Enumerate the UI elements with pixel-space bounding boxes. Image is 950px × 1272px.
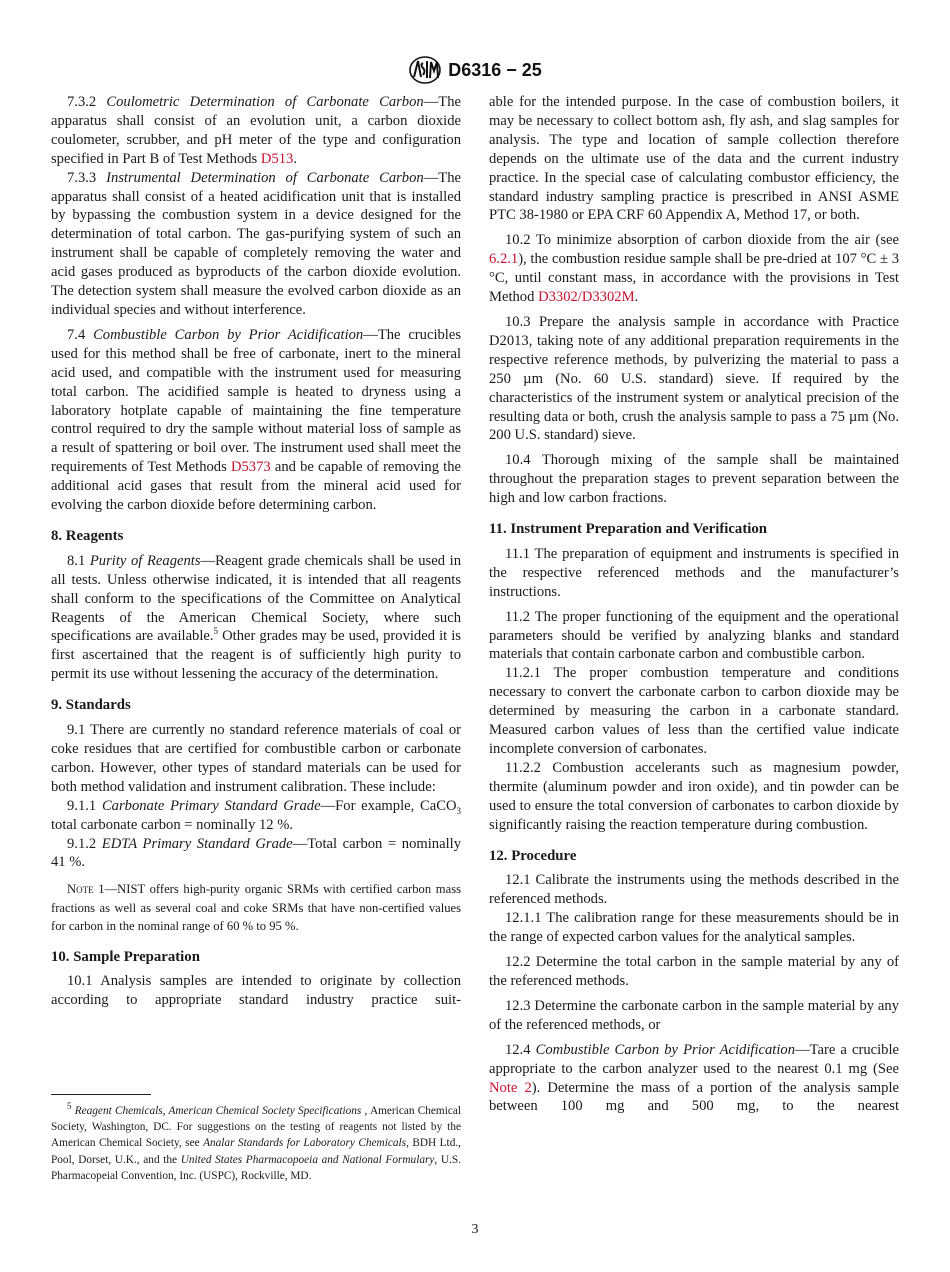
reference-link[interactable]: D513 [260,150,294,167]
subscript: 3 [456,805,462,816]
italic-run: Reagent Chemicals, American Chemical Society Specifications [74,1105,362,1117]
reference-link[interactable]: 6.2.1 [489,251,519,268]
paragraph [51,93,461,169]
paragraph [489,664,899,759]
footnote-marker: 5 [67,1101,72,1112]
note [51,880,461,935]
text-run: 7.4 [67,326,94,343]
paragraph [51,721,461,797]
text-run: 11.2.2 Combustion accelerants such as magnesium powder, thermite (aluminum powder and iron oxide), and tin powder can be used to ensure the total conversion of carbonates to carbon dioxide by significantly raising the reaction temperature during combustion. [489,759,899,833]
text-run: 12.1 Calibrate the instruments using the methods described in the referenced methods. [489,872,899,908]
text-run: —For example, CaCO [320,797,457,814]
text-run: 11.1 The preparation of equipment and instruments is specified in the respective referenced methods and the manufacturer’s instructions. [489,545,899,600]
text-run: 12.2 Determine the total carbon in the sample material by any of the referenced methods. [489,954,899,989]
text-run: 7.3.3 [67,169,107,186]
paragraph [489,608,899,665]
footnote-divider [51,1094,151,1095]
text-run: —The crucibles used for this method shall be free of carbonate, inert to the mineral acid used, and compatible with the instrument used for measuring total carbon. The acidified sample is heated to dryness using a laboratory hotplate capable of maintaining the fine temperature control required to dry the sample without material loss of sample as a result of spattering or boil over. The instrument used shall meet the requirements of Test Methods [51,326,462,476]
paragraph [489,545,899,602]
italic-run: Analar Standards for Laboratory Chemicals [203,1137,407,1150]
paragraph [489,93,899,225]
text-run: Other grades may be used, provided it is first ascertained that the reagent is of sufficiently high purity to permit its use without lessening the accuracy of the determination. [51,628,461,683]
text-run: —The apparatus shall consist of an evolution unit, a carbon dioxide coulometer, scrubber, and pH meter of the type and configuration specified in Part B of Test Methods [51,94,461,167]
text-run: —NIST offers high-purity organic SRMs with certified carbon mass fractions as well as several coal and coke SRMs that have non-certified values for carbon in the nominal range of 60 % to 95 %. [51,882,461,934]
paragraph [489,1041,899,1117]
text-run: and be capable of removing the additional acid gases that result from the mineral acid used for evolving the carbon dioxide before determining carbon. [51,459,461,514]
italic-run: Combustible Carbon by Prior Acidification [93,326,364,343]
note-label: Note 1 [67,882,105,897]
page-header [0,55,950,85]
italic-run: Carbonate Primary Standard Grade [101,797,321,814]
paragraph [51,169,461,320]
paragraph [489,909,899,947]
text-run: 11.2.1 The proper combustion temperature and conditions necessary to convert the carbonate carbon to carbon dioxide may be determined by measuring the carbon in a carbonate standard. Measured carbon values of less than the certified value indicate incomplete conversion of carbonates. [489,665,899,757]
footnote-marker: 5 [213,626,219,637]
text-run: 10.3 Prepare the analysis sample in accordance with Practice D2013, taking note of any additional preparation requirements in the respective reference methods, by pulverizing the material to pass a 250 µm (No. 60 U.S. standard) sieve. If required by the characteristics of the instrument system or analytical precision of the resulting data or both, crush the analysis sample to pass a 75 µm (No. 200 U.S. standard) sieve. [489,313,899,444]
text-run: ). Determine the mass of a portion of the analysis sample between 100 mg and 500 mg, to the nearest [489,1079,899,1115]
paragraph [51,326,461,515]
italic-run: EDTA Primary Standard Grade [101,835,293,852]
reference-link[interactable]: D5373 [230,459,271,476]
text-run: , BDH Ltd., Pool, Dorset, U.K., and the [51,1137,461,1166]
paragraph [51,797,461,835]
reference-link[interactable]: Note 2 [489,1079,532,1096]
text-run: , American Chemical Society, Washington, DC. For suggestions on the testing of reagents not listed by the American Chemical Society, see [51,1105,461,1150]
text-run: 7.3.2 [67,94,107,110]
text-run: —Tare a crucible appropriate to the carbon analyzer used to the nearest 0.1 mg (See [489,1041,899,1077]
paragraph [51,972,461,1010]
paragraph [489,451,899,508]
text-run: . [634,289,639,306]
reference-link[interactable]: D3302/D3302M [538,289,635,306]
paragraph [489,231,899,307]
italic-run: Purity of Reagents [89,552,201,569]
text-run: 8.1 [67,552,90,569]
footnote-5 [51,1103,461,1184]
paragraph [489,997,899,1035]
page-number: 3 [471,1222,479,1237]
text-run: 9.1.1 [67,797,102,814]
section-heading: 8. Reagents [51,527,124,544]
paragraph [51,835,461,873]
italic-run: Coulometric Determination of Carbonate Carbon [106,94,424,110]
italic-run: United States Pharmacopoeia and National Formulary [180,1153,435,1166]
section-heading: 11. Instrument Preparation and Verification [489,521,767,538]
text-run: . [293,150,297,167]
section-heading: 9. Standards [51,697,131,714]
paragraph [489,953,899,991]
text-run: 12.3 Determine the carbonate carbon in the sample material by any of the referenced methods, or [489,997,899,1033]
text-run: 11.2 The proper functioning of the equipment and the operational parameters should be verified by analyzing blanks and standard materials that contain carbonate carbon and combustible carbon. [489,608,899,663]
text-run: —The apparatus shall consist of a heated acidification unit that is installed by bypassing the combustion system in a device designed for the determination of total carbon. The gas-purifying system of such an instrument shall be capable of completely removing the water and acid gases produced as byproducts of the carbon dioxide evolution. The detection system shall measure the evolved carbon dioxide as an individual species and without interference. [51,169,461,318]
text-run: —Reagent grade chemicals shall be used in all tests. Unless otherwise indicated, it is intended that all reagents shall conform to the specifications of the Committee on Analytical Reagents of the American Chemical Society, where such specifications are available. [51,552,461,645]
italic-run: Combustible Carbon by Prior Acidification [535,1041,795,1058]
text-run: 12.1.1 The calibration range for these measurements should be in the range of expected carbon values for the analytical samples. [489,910,899,946]
right-column [489,93,899,1122]
text-run: 10.4 Thorough mixing of the sample shall be maintained throughout the preparation stages to prevent separation between the high and low carbon fractions. [489,452,899,507]
text-run: able for the intended purpose. In the case of combustion boilers, it may be necessary to collect bottom ash, fly ash, and slag samples for analysis. The type and location of sample collection therefore depends on the ultimate use of the data and the current industry practice. In the special case of calculating combustor efficiency, the standard industry sampling practice is prescribed in ANSI ASME PTC 38-1980 or EPA CRF 60 Appendix A, Method 17, or both. [489,94,899,224]
section-heading: 10. Sample Preparation [51,948,200,965]
text-run: 9.1 There are currently no standard reference materials of coal or coke residues that are certified for combustible carbon or carbonate carbon. However, other types of standard materials can be used for both method validation and instrument calibration. These include: [51,722,461,795]
left-column [51,93,461,1016]
text-run: ), the combustion residue sample shall be pre-dried at 107 °C ± 3 °C, until constant mass, in accordance with the provisions in Test Method [489,251,899,306]
paragraph [489,759,899,835]
text-run: , U.S. Pharmacopeial Convention, Inc. (USPC), Rockville, MD. [51,1153,461,1182]
paragraph [489,871,899,909]
text-run: 10.1 Analysis samples are intended to originate by collection according to appropriate standard industry practice suit- [51,973,461,1009]
text-run: 12.4 [505,1041,536,1058]
paragraph [489,313,899,445]
section-heading: 12. Procedure [489,847,577,864]
text-run: total carbonate carbon = nominally 12 %. [51,816,294,833]
paragraph [51,552,461,684]
text-run: —Total carbon = nominally 41 %. [51,835,461,871]
text-run: 9.1.2 [67,835,102,852]
document-id: D6316 − 25 [448,59,542,80]
astm-logo-icon [408,55,442,85]
italic-run: Instrumental Determination of Carbonate Carbon [106,169,424,186]
text-run: 10.2 To minimize absorption of carbon dioxide from the air (see [505,232,899,249]
